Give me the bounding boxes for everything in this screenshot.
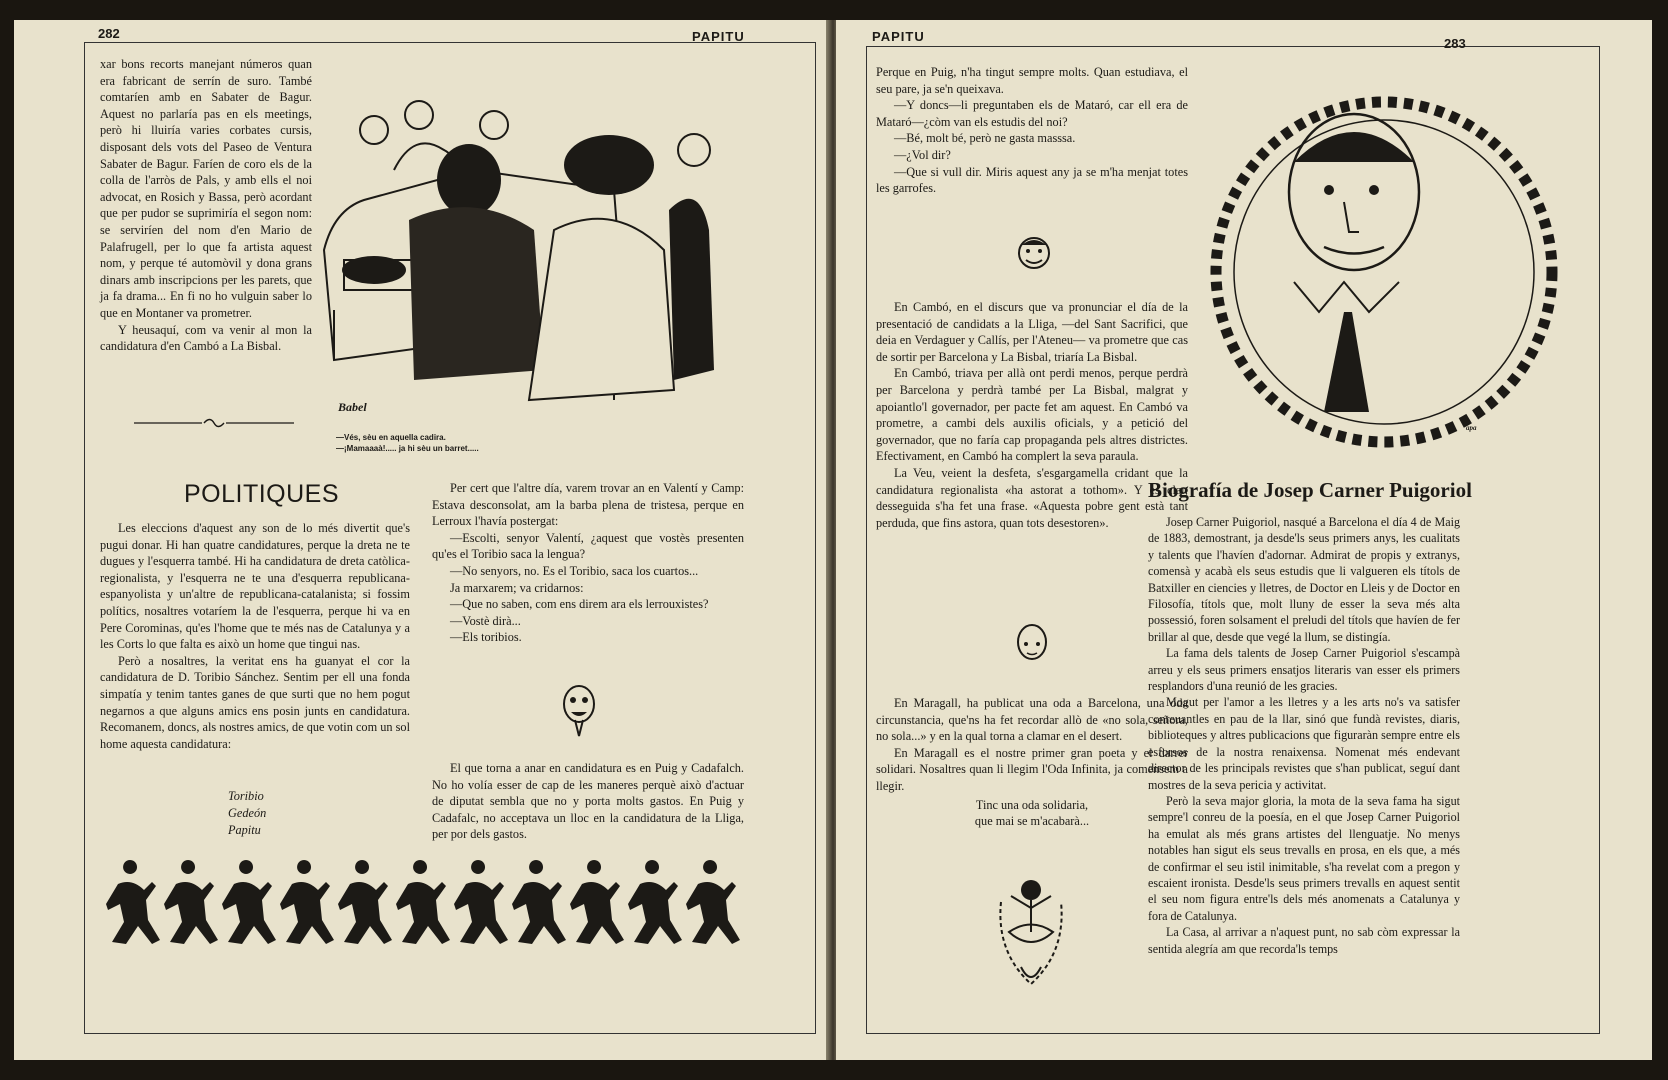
verse-line: que mai se m'acabarà... — [974, 814, 1090, 829]
marching-figure — [164, 860, 218, 944]
face-sketch — [1012, 620, 1052, 668]
right-paragraph: —¿Vol dir? — [894, 147, 951, 162]
marching-figure — [396, 860, 450, 944]
politiques-paragraph: Ja marxarem; va cridarnos: — [450, 580, 584, 595]
politiques-paragraph: —Que no saben, com ens direm ara els lerrouxistes? — [450, 597, 709, 612]
right-page — [836, 20, 1652, 1060]
marching-figure — [222, 860, 276, 944]
politiques-paragraph: Per cert que l'altre día, varem trovar an en Valentí y Camp: Estava desconsolat, am la barba plena de tristesa, perque en Lerroux l'havía postergat: — [432, 481, 744, 529]
intro-column — [100, 56, 312, 355]
marching-figures-frieze — [100, 860, 750, 960]
face-sketch — [1014, 233, 1054, 273]
marching-figure — [338, 860, 392, 944]
politiques-paragraph: —Els toribios. — [450, 630, 522, 645]
right-column-1c — [876, 695, 1188, 830]
right-paragraph: En Cambó, triava per allà ont perdi menos, perque perdrà per Barcelona y perdrà també per La Bisbal, malgrat y apoiantlo'l governador, per pacte fet am aquest. En Cambó va prometre, a cambi dels auxilis oficials, y a petició del governador, que no faría cap propaganda pels altres districtes. Efectivament, en Cambó ha complert la seva paraula. — [876, 366, 1188, 464]
portrait-signature: apa — [1466, 424, 1477, 432]
marching-figure — [106, 860, 160, 944]
candidature-list — [228, 788, 266, 839]
dancer-vignette — [991, 872, 1071, 992]
biography-paragraph: La Casa, al arrivar a n'aquest punt, no sab còm expressar la sentida alegría am que recorda'ls temps — [1148, 925, 1460, 956]
right-paragraph: —Que si vull dir. Miris aquest any ja se m'ha menjat totes les garrofes. — [876, 164, 1188, 196]
right-column-1b — [876, 299, 1188, 531]
politiques-column-2a — [432, 480, 744, 646]
left-page — [14, 20, 832, 1060]
left-page-number: 282 — [98, 26, 120, 41]
politiques-paragraph: —No senyors, no. Es el Toribio, saca los cuartos... — [450, 563, 699, 578]
politiques-paragraph: Les eleccions d'aquest any son de lo més divertit que's pugui donar. Hi han quatre candidatures, perque la dreta ne te dugues y l'esquerra també. Hi ha candidatura de dreta catòlica-regionalista, y l'esquerra ne te una d'esquerra republicana-espanyolista y un'altre de republicana-catalanista; si fossim polítics, nosaltres votaríem la de l'esquerra, perque hi va en Pere Corominas, qu'es l'home que te més nas de Catalunya y a les Corts lo que falta es això un home que tingui nas. — [100, 521, 410, 652]
biography-paragraph: Però la seva major gloria, la mota de la seva fama ha sigut sempre'l conreu de la poesía, en el que Josep Carner Puigoriol ha emulat als més grans artistes del llenguatje. No menys notables han sigut els seus trevalls en prosa, en els que, a més de confirmar el seu istil inimitable, s'ha revelat com a pregon y escaient ironista. Desde'ls seus primers trevalls en aquest sentit el seu nom figura entre'ls dels més anomenats a Catalunya y fora de Catalunya. — [1148, 793, 1460, 923]
left-masthead: PAPITU — [692, 29, 745, 44]
cartoon-caption — [336, 432, 479, 454]
biography-column — [1148, 514, 1460, 957]
right-masthead: PAPITU — [872, 29, 925, 44]
politiques-paragraph: —Escolti, senyor Valentí, ¿aquest que vostès presenten qu'es el Toribio saca la lengua? — [432, 530, 744, 562]
politiques-paragraph: —Vostè dirà... — [450, 613, 521, 628]
right-column-1a — [876, 64, 1188, 197]
marching-figure — [512, 860, 566, 944]
politiques-heading: POLITIQUES — [184, 480, 340, 508]
candidate-name: Papitu — [228, 823, 261, 837]
right-paragraph: —Y doncs—li preguntaben els de Mataró, car ell era de Mataró—¿còm van els estudis del noi? — [876, 98, 1188, 129]
cartoon-illustration — [314, 70, 754, 440]
candidate-name: Gedeón — [228, 806, 267, 820]
right-paragraph: En Maragall es el nostre primer gran poeta y el darrer solidari. Nosaltres quan li llegim l'Oda Infinita, ja comensem a llegir. — [876, 745, 1188, 793]
biography-paragraph: La fama dels talents de Josep Carner Puigoriol s'escampà arreu y els seus primers ensatjos literaris van esser els primers resplandors d'una reunió de les gracies. — [1148, 646, 1460, 694]
face-sketch — [559, 682, 599, 738]
marching-figure — [628, 860, 682, 944]
right-paragraph: En Maragall, ha publicat una oda a Barcelona, una oda circunstancia, que'ns ha fet recordar allò de «no sola, señora, no sola...» y en la qual torna a clamar en el desert. — [876, 696, 1188, 744]
marching-figure — [686, 860, 740, 944]
portrait-wreath — [1184, 82, 1584, 464]
right-paragraph: Perque en Puig, n'ha tingut sempre molts. Quan estudiava, el seu pare, ja se'n queixava. — [876, 65, 1188, 96]
right-page-number: 283 — [1444, 36, 1466, 51]
biography-paragraph: Josep Carner Puigoriol, nasqué a Barcelona el día 4 de Maig de 1883, demostrant, ja desde'ls seus primers anys, les cualitats y talents que l'havíen d'adornar. Admirat de propis y extranys, comensà y acabà els seus estudis que li valgueren els títols de Batxiller en ciencies y lletres, de Doctor en Lleis y de Doctor en Filosofía, títols que, molt lluny de esser la seva més alta possessió, foren solsament el preludi del títols que havíen de fer brillar al que, desde que vegé la llum, se distingía. — [1148, 515, 1460, 644]
right-paragraph: —Bé, molt bé, però ne gasta masssa. — [894, 131, 1076, 146]
marching-figure — [570, 860, 624, 944]
right-paragraph: La Veu, veient la desfeta, s'esgargamella cridant que la candidatura regionalista «ha astorat a tothom». Y es clar, desseguida s'ha fet una frase. «Aquesta pobre gent està tant perduda, que fins astora, quan tots desestoren». — [876, 465, 1188, 530]
politiques-column-2b — [432, 760, 744, 843]
right-paragraph: En Cambó, en el discurs que va pronunciar el día de la presentació de candidats a la Lliga, —del Sant Sacrifici, que deia en Verdaguer y Callís, per l'Ateneu— va prometre que cas de sortir per Barcelona y La Bisbal, triaría La Bisbal. — [876, 300, 1188, 364]
politiques-column-1 — [100, 520, 410, 752]
marching-figure — [280, 860, 334, 944]
candidate-name: Toribio — [228, 789, 264, 803]
ornament-divider — [134, 416, 294, 430]
politiques-paragraph: Però a nosaltres, la veritat ens ha guanyat el cor la candidatura de D. Toribio Sánchez. Sentim per ell una fonda simpatía y tenim tantes ganes de que surti que no hem pogut negarnos a que alguns amics ens posin junts en candidatura. Recomanem, doncs, als nostres amics, de que votin com un sol home aquesta candidatura: — [100, 653, 410, 751]
verse-line: Tinc una oda solidaria, — [975, 797, 1089, 812]
marching-figure — [454, 860, 508, 944]
caption-line: —Vés, sèu en aquella cadira. — [336, 433, 446, 442]
biography-title: Biografía de Josep Carner Puigoriol — [1148, 478, 1472, 502]
caption-line: —¡Mamaaaà!..... ja hi sèu un barret..... — [336, 444, 479, 453]
cartoon-signature: Babel — [338, 400, 367, 414]
biography-paragraph: Mogut per l'amor a les lletres y a les arts no's va satisfer conreuantles en pau de la llar, sinó que fundà revistes, diaris, biblioteques y altres publicacions que figuraràn sempre entre els esforsos de la nostra renaixensa. Nomenat més endevant director de les principals revistes que s'han publicat, seguí dant mostres de la seva pericia y activitat. — [1148, 695, 1460, 792]
intro-paragraph: Y heusaquí, com va venir al mon la candidatura d'en Cambó a La Bisbal. — [100, 322, 312, 354]
intro-paragraph: xar bons recorts manejant números quan era fabricant de serrín de suro. També comtaríen amb en Sabater de Bagur. Aquest no parlaría pas en els meetings, però hi lluiría varies corbates cursis, disposant dels vots del Paseo de Ventura Sabater de Bagur. Faríen de coro els de la colla de l'arròs de Pals, y amb ells el noi advocat, en Rosich y Bassa, però acordant que per pudor se suprimiría el segon nom: se serviríen del nom d'en Mario de Palafrugell, per lo que fa artista aquest nom, y perque té automòvil y dona grans dinars amb inscripcions per les parets, que ja fa drama... En fi no ho vulguin saber lo que en Montaner va prometrer. — [100, 57, 312, 320]
politiques-paragraph: El que torna a anar en candidatura es en Puig y Cadafalch. No ho volía esser de cap de les maneres perquè això d'actuar de diputat sembla que no y porta molts gastos. En Puig y Cadafalc, no acceptava un lloc en la candidatura de la Lliga, per por dels gastos. — [432, 761, 744, 842]
